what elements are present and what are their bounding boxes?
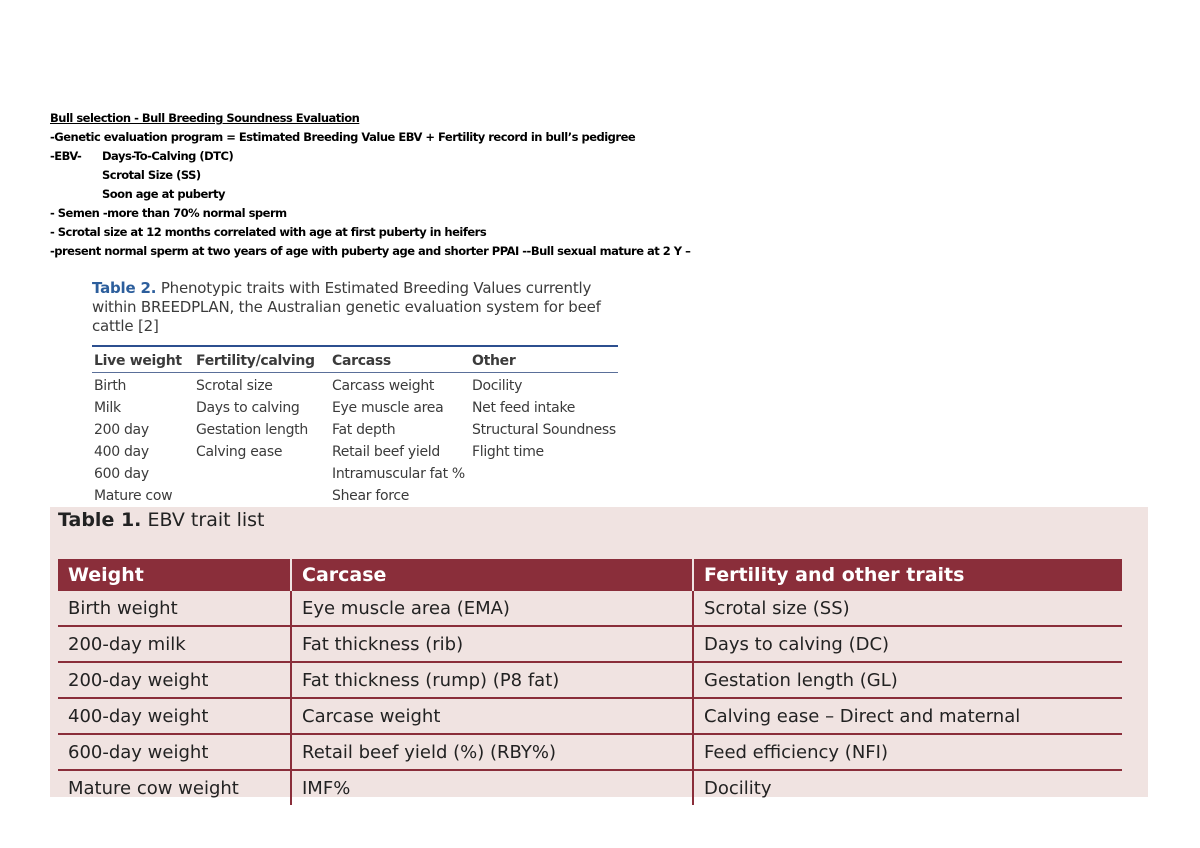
table-cell: Structural Soundness [472,422,616,438]
notes-semen-line: - Semen -more than 70% normal sperm [50,206,287,220]
table-cell: Eye muscle area (EMA) [291,591,693,626]
table-cell: Birth weight [58,591,291,626]
table-cell: Net feed intake [472,400,576,416]
table-cell: Retail beef yield (%) (RBY%) [291,734,693,770]
notes-title: Bull selection - Bull Breeding Soundness Evaluation [50,111,360,125]
table2-header: Other [470,346,618,373]
ebv-item: Days-To-Calving (DTC) [102,149,234,163]
table-cell: Fat thickness (rib) [291,626,693,662]
table-row [92,441,618,463]
table-cell: 600 day [94,466,149,482]
table2-header: Live weight [92,346,194,373]
table-cell: Fat depth [332,422,396,438]
table-cell: Docility [704,777,772,799]
table-cell: Fat thickness (rump) (P8 fat) [291,662,693,698]
table2-caption [92,279,618,336]
table1-caption-label: Table 1. [58,509,142,531]
table-cell [470,485,618,508]
table2-header-row [92,346,618,373]
table-row [58,734,1122,770]
table1-header: Carcase [291,559,693,591]
table-cell: Scrotal size [196,378,273,394]
table-cell [194,463,330,485]
table-cell: IMF% [291,770,693,805]
table-cell: Mature cow weight [58,770,291,805]
notes-scrotal-line: - Scrotal size at 12 months correlated with age at first puberty in heifers [50,225,487,239]
table-cell [470,463,618,485]
table1-caption [58,509,265,531]
ebv-item: Scrotal Size (SS) [102,168,201,182]
table2 [92,345,618,509]
table2-figure [92,279,618,509]
table-cell: Carcass weight [332,378,435,394]
table1-caption-text: EBV trait list [147,509,265,531]
table-cell: Calving ease [196,444,283,460]
table-row [92,463,618,485]
table-row [58,698,1122,734]
notes-section [50,109,690,261]
table-cell: Feed efficiency (NFI) [693,734,1122,770]
ebv-label: -EBV- [50,149,82,163]
table-cell: 400 day [94,444,149,460]
notes-genetic-line: -Genetic evaluation program = Estimated Breeding Value EBV + Fertility record in bull’s pedigree [50,130,636,144]
table-cell [194,485,330,508]
ebv-item: Soon age at puberty [102,187,225,201]
table-cell: Milk [94,400,121,416]
notes-present-line: -present normal sperm at two years of age with puberty age and shorter PPAI --Bull sexual mature at 2 Y – [50,244,691,258]
table-row [58,662,1122,698]
table-cell: Mature cow [94,488,173,504]
table-cell: Days to calving (DC) [693,626,1122,662]
table2-header: Fertility/calving [194,346,330,373]
table2-header: Carcass [330,346,470,373]
table-cell: Gestation length [196,422,308,438]
table1-figure [50,507,1148,797]
table-cell: 400-day weight [58,698,291,734]
table1-header: Fertility and other traits [693,559,1122,591]
table-row [92,485,618,508]
table-cell: Gestation length (GL) [693,662,1122,698]
table-cell: Intramuscular fat % [332,466,465,482]
table-cell: 600-day weight [58,734,291,770]
table-cell: Shear force [332,488,410,504]
table-cell: 200-day weight [58,662,291,698]
table-cell: Flight time [472,444,544,460]
table-cell: Retail beef yield [332,444,440,460]
table-cell: Days to calving [196,400,300,416]
table-cell: Eye muscle area [332,400,444,416]
table-cell: Calving ease – Direct and maternal [693,698,1122,734]
table-cell: Scrotal size (SS) [693,591,1122,626]
table-cell: Birth [94,378,127,394]
table-cell: Carcase weight [291,698,693,734]
table-row [92,397,618,419]
table-cell: Docility [472,378,523,394]
notes-ebv-line [50,147,690,166]
table-row [58,770,1122,805]
table-cell: 200 day [94,422,149,438]
table-row [92,419,618,441]
table-row [58,626,1122,662]
table1-header: Weight [58,559,291,591]
table1 [58,559,1122,805]
table2-caption-text: Phenotypic traits with Estimated Breeding Values currently within BREEDPLAN, the Australian genetic evaluation system for beef cattle [2] [92,279,601,335]
table-row [92,373,618,398]
table-cell: 200-day milk [58,626,291,662]
table2-caption-label: Table 2. [92,279,157,297]
table1-header-row [58,559,1122,591]
table-row [58,591,1122,626]
